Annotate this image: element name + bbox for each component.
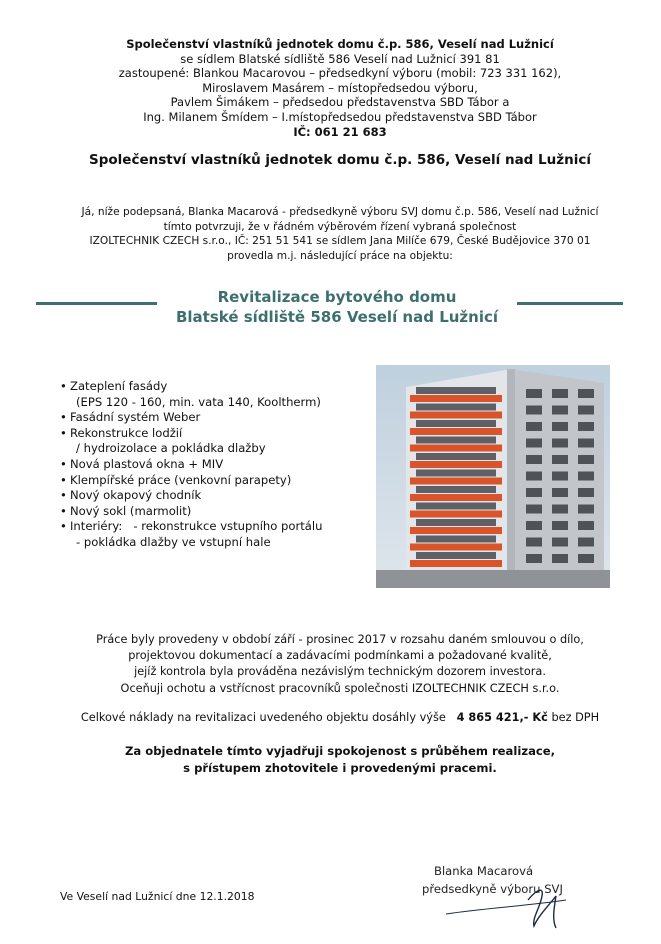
cost-line	[40, 711, 640, 724]
facade-window	[578, 422, 594, 431]
intro-line: provedla m.j. následující práce na objektu:	[227, 250, 453, 263]
signature-block	[416, 856, 596, 934]
project-title-line: Revitalizace bytového domu	[217, 288, 457, 306]
balcony-railing	[410, 527, 502, 534]
facade-window	[526, 554, 542, 563]
summary-line: jejíž kontrola byla prováděna nezávislým technickým dozorem investora.	[134, 665, 546, 679]
summary-paragraph	[40, 632, 640, 697]
balcony-railing	[410, 461, 502, 468]
facade-window	[526, 472, 542, 481]
facade-window	[552, 488, 568, 497]
balcony-window	[416, 536, 496, 543]
facade-window	[578, 538, 594, 547]
project-title	[150, 287, 524, 327]
closing-line: s přístupem zhotovitele i provedenými pracemi.	[183, 760, 497, 775]
summary-line: Práce byly provedeny v období září - prosinec 2017 v rozsahu daném smlouvou o dílo,	[96, 633, 584, 646]
signatory-role: předsedkyně výboru SVJ	[422, 882, 563, 896]
intro-paragraph	[40, 205, 640, 264]
street	[376, 570, 610, 588]
building-photo	[376, 365, 610, 588]
list-item: • Nový sokl (marmolit)	[60, 503, 192, 518]
balcony-railing	[410, 494, 502, 501]
facade-window	[526, 439, 542, 448]
list-item: • Rekonstrukce lodžií	[60, 425, 183, 440]
balcony-window	[416, 519, 496, 526]
balcony-window	[416, 453, 496, 460]
cost-amount: 4 865 421,- Kč	[456, 711, 548, 724]
facade-window	[526, 521, 542, 530]
facade-window	[578, 406, 594, 415]
facade-window	[552, 472, 568, 481]
facade-window	[552, 521, 568, 530]
list-item: • Nový okapový chodník	[60, 488, 202, 503]
facade-window	[578, 389, 594, 398]
facade-window	[578, 439, 594, 448]
facade-window	[526, 406, 542, 415]
list-item-sub: - pokládka dlažby ve vstupní hale	[76, 534, 271, 549]
balcony-railing	[410, 544, 502, 551]
facade-window	[578, 488, 594, 497]
intro-line: Já, níže podepsaná, Blanka Macarová - předsedkyně výboru SVJ domu č.p. 586, Veselí nad Lužnicí	[81, 206, 599, 218]
title-divider-left	[36, 302, 157, 305]
facade-window	[578, 505, 594, 514]
facade-window	[552, 389, 568, 398]
signatory-name: Blanka Macarová	[434, 864, 534, 878]
project-title-line: Blatské sídliště 586 Veselí nad Lužnicí	[175, 308, 499, 326]
place-date: Ve Veselí nad Lužnicí dne 12.1.2018	[60, 890, 255, 903]
closing-statement	[40, 743, 640, 776]
facade-window	[526, 488, 542, 497]
facade-window	[526, 538, 542, 547]
list-item: • Fasádní systém Weber	[60, 410, 201, 425]
title-divider-right	[517, 302, 623, 305]
facade-window	[578, 554, 594, 563]
header-company-id: IČ: 061 21 683	[293, 124, 387, 139]
balcony-window	[416, 503, 496, 510]
balcony-railing	[410, 412, 502, 419]
corner-column	[507, 369, 515, 588]
facade-window	[526, 422, 542, 431]
list-item: • Klempířské práce (venkovní parapety)	[60, 472, 292, 487]
cost-text: Celkové náklady na revitalizaci uvedeného objektu dosáhly výše	[80, 711, 446, 724]
balcony-railing	[410, 395, 502, 402]
balcony-window	[416, 387, 496, 394]
list-item: • Zateplení fasády	[60, 379, 168, 393]
building-illustration	[376, 365, 610, 588]
cost-suffix: bez DPH	[551, 711, 600, 724]
facade-window	[552, 505, 568, 514]
closing-line: Za objednatele tímto vyjadřuji spokojenost s průběhem realizace,	[124, 744, 556, 758]
list-item-sub: / hydroizolace a pokládka dlažby	[76, 441, 266, 456]
list-item: • Interiéry: - rekonstrukce vstupního portálu	[60, 519, 323, 534]
facade-window	[578, 472, 594, 481]
summary-line: projektovou dokumentací a zadávacími podmínkami a požadované kvalitě,	[128, 649, 552, 663]
intro-line: IZOLTECHNIK CZECH s.r.o., IČ: 251 51 541 se sídlem Jana Milíče 679, České Budějovice 370 01	[89, 235, 591, 248]
balcony-window	[416, 420, 496, 427]
svj-heading: Společenství vlastníků jednotek domu č.p. 586, Veselí nad Lužnicí	[89, 152, 591, 168]
intro-line: tímto potvrzuji, že v řádném výběrovém řízení vybraná společnost	[163, 220, 517, 233]
balcony-railing	[410, 478, 502, 485]
balcony-window	[416, 552, 496, 559]
works-list	[60, 379, 380, 551]
balcony-railing	[410, 445, 502, 452]
balcony-railing	[410, 428, 502, 435]
header-sbd-vice-chair: Ing. Milanem Šmídem – I.místopředsedou představenstva SBD Tábor	[143, 109, 537, 124]
facade-window	[526, 389, 542, 398]
list-item-sub: (EPS 120 - 160, min. vata 140, Kooltherm)	[76, 394, 321, 409]
list-item: • Nová plastová okna + MIV	[60, 456, 224, 471]
facade-window	[578, 521, 594, 530]
facade-window	[552, 406, 568, 415]
balcony-window	[416, 486, 496, 493]
facade-window	[552, 439, 568, 448]
header-address: se sídlem Blatské sídliště 586 Veselí nad Lužnicí 391 81	[180, 51, 500, 66]
balcony-window	[416, 437, 496, 444]
header-represented-by: zastoupené: Blankou Macarovou – předsedkyní výboru (mobil: 723 331 162),	[118, 66, 562, 81]
facade-window	[552, 554, 568, 563]
header-association-name: Společenství vlastníků jednotek domu č.p. 586, Veselí nad Lužnicí	[126, 37, 554, 51]
header-sbd-chair: Pavlem Šimákem – předsedou představenstva SBD Tábor a	[170, 95, 510, 110]
header-block	[60, 37, 620, 139]
header-vice-chair: Miroslavem Masárem – místopředsedou výboru,	[202, 80, 478, 95]
facade-window	[552, 422, 568, 431]
summary-line: Oceňuji ochotu a vstřícnost pracovníků společnosti IZOLTECHNIK CZECH s.r.o.	[120, 681, 560, 695]
facade-window	[552, 455, 568, 464]
balcony-window	[416, 470, 496, 477]
facade-window	[526, 455, 542, 464]
facade-window	[552, 538, 568, 547]
facade-window	[578, 455, 594, 464]
facade-window	[526, 505, 542, 514]
balcony-window	[416, 404, 496, 411]
balcony-railing	[410, 560, 502, 567]
balcony-railing	[410, 511, 502, 518]
